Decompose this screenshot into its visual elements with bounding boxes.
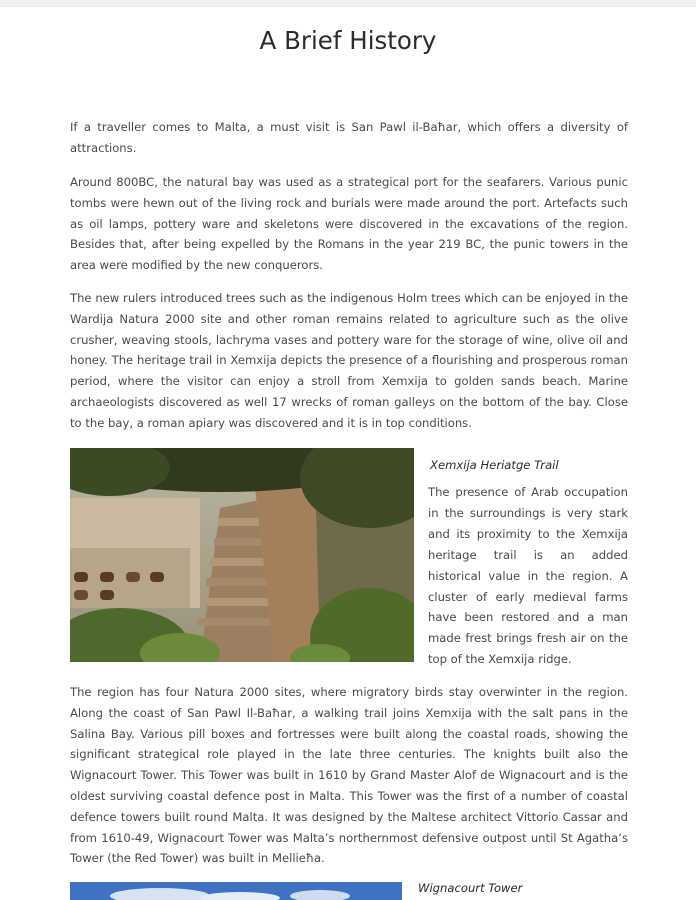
figure-caption: Xemxija Heriatge Trail (430, 458, 559, 472)
wignacourt-tower-photo (70, 882, 402, 900)
figure-caption-2: Wignacourt Tower (418, 881, 523, 895)
figure-side-text: The presence of Arab occupation in the surroundings is very stark and its proximity to the Xemxija heritage trail is an added historical value in the region. A cluster of early medieval farms have been restored and a man made frest brings fresh air on the top of the Xemxija ridge. (428, 485, 628, 667)
paragraph-natura: The region has four Natura 2000 sites, where migratory birds stay overwinter in the region. Along the coast of San Pawl Il-Baħar, a walking trail joins Xemxija with the salt pans in the Salina Bay. Various pill boxes and fortresses were built along the coastal roads, showing the significant strategical role played in the late three centuries. The knights built also the Wignacourt Tower. This Tower was built in 1610 by Grand Master Alof de Wignacourt and is the oldest surviving coastal defence post in Malta. This Tower was the first of a number of coastal defence towers built round Malta. It was designed by the Maltese architect Vittorio Cassar and from 1610-49, Wignacourt Tower was Malta’s northernmost defensive outpost until St Agatha’s Tower (the Red Tower) was built in Mellieħa. (70, 685, 628, 866)
viewer-top-bar (0, 0, 696, 7)
page-title: A Brief History (259, 26, 437, 55)
paragraph-intro: If a traveller comes to Malta, a must visit is San Pawl il-Baħar, which offers a diversity of attractions. (70, 120, 628, 155)
paragraph-roman: The new rulers introduced trees such as the indigenous Holm trees which can be enjoyed in the Wardija Natura 2000 site and other roman remains related to agriculture such as the olive crusher, weaving stools, lachryma vases and pottery ware for the storage of wine, olive oil and honey. The heritage trail in Xemxija depicts the presence of a flourishing and prosperous roman period, where the visitor can enjoy a stroll from Xemxija to golden sands beach. Marine archaeologists discovered as well 17 wrecks of roman galleys on the bottom of the bay. Close to the bay, a roman apiary was discovered and it is in top conditions. (70, 291, 628, 430)
paragraph-punic: Around 800BC, the natural bay was used as a strategical port for the seafarers. Various punic tombs were hewn out of the living rock and burials were made around the port. Artefacts such as oil lamps, pottery ware and skeletons were discovered in the excavations of the region. Besides that, after being expelled by the Romans in the year 219 BC, the punic towers in the area were modified by the new conquerors. (70, 175, 628, 273)
xemxija-trail-photo (70, 448, 414, 662)
